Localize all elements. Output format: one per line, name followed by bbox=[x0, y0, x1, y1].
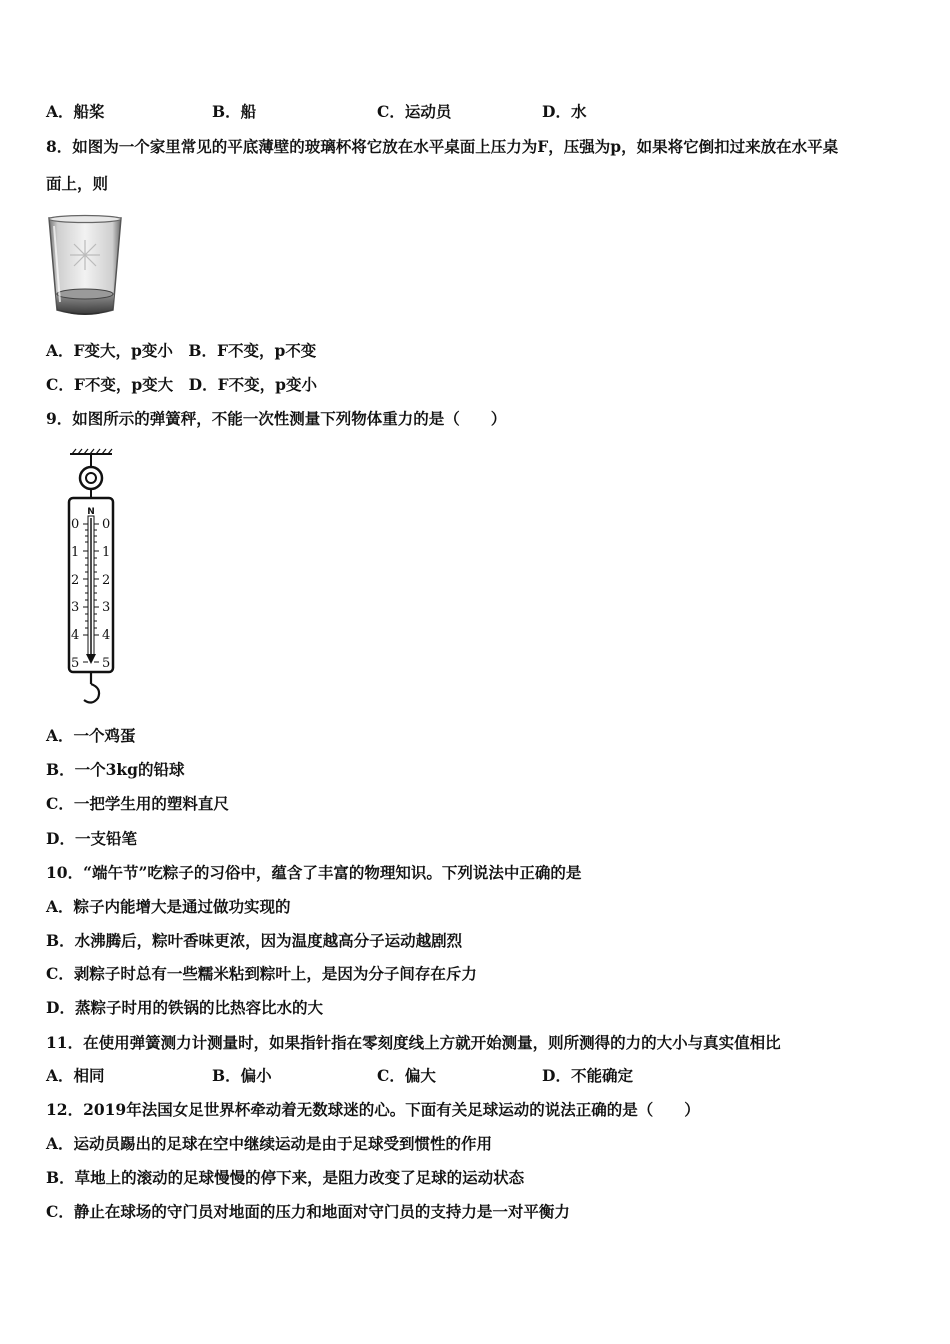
scale-tick-right-5: 5 bbox=[102, 656, 111, 671]
q11-option-d: D．不能确定 bbox=[542, 1066, 633, 1085]
q12-option-c: C．静止在球场的守门员对地面的压力和地面对守门员的支持力是一对平衡力 bbox=[46, 1202, 570, 1221]
q7-option-c: C．运动员 bbox=[377, 102, 452, 121]
q11-option-a: A．相同 bbox=[46, 1066, 105, 1085]
q10-option-d: D．蒸粽子时用的铁锅的比热容比水的大 bbox=[46, 998, 323, 1017]
q8-options-row1: A．F变大，p变小 B．F不变，p不变 bbox=[46, 341, 317, 360]
q9-option-a: A．一个鸡蛋 bbox=[46, 726, 136, 745]
glass-cup-figure bbox=[46, 214, 124, 324]
q9-option-b: B．一个3kg的铅球 bbox=[46, 760, 185, 779]
q8-options-row2: C．F不变，p变大 D．F不变，p变小 bbox=[46, 375, 317, 394]
q8-stem-line2: 面上，则 bbox=[46, 174, 109, 193]
spring-scale-figure bbox=[62, 448, 120, 708]
q10-stem: 10．“端午节”吃粽子的习俗中，蕴含了丰富的物理知识。下列说法中正确的是 bbox=[46, 863, 582, 882]
q10-option-c: C．剥粽子时总有一些糯米粘到粽叶上，是因为分子间存在斥力 bbox=[46, 964, 477, 983]
scale-tick-right-1: 1 bbox=[102, 545, 111, 560]
q12-option-a: A．运动员踢出的足球在空中继续运动是由于足球受到惯性的作用 bbox=[46, 1134, 493, 1153]
q7-option-d: D．水 bbox=[542, 102, 587, 121]
scale-tick-left-4: 4 bbox=[71, 628, 80, 643]
q7-option-a: A．船桨 bbox=[46, 102, 105, 121]
q12-stem: 12．2019年法国女足世界杯牵动着无数球迷的心。下面有关足球运动的说法正确的是（ ） bbox=[46, 1100, 700, 1119]
q10-option-a: A．粽子内能增大是通过做功实现的 bbox=[46, 897, 291, 916]
scale-tick-left-3: 3 bbox=[71, 600, 80, 615]
scale-tick-right-2: 2 bbox=[102, 573, 111, 588]
q11-stem: 11．在使用弹簧测力计测量时，如果指针指在零刻度线上方就开始测量，则所测得的力的大小与真实值相比 bbox=[46, 1033, 781, 1052]
q11-option-b: B．偏小 bbox=[212, 1066, 272, 1085]
scale-tick-left-2: 2 bbox=[71, 573, 80, 588]
q9-stem: 9．如图所示的弹簧秤，不能一次性测量下列物体重力的是（ ） bbox=[46, 409, 507, 428]
q7-option-b: B．船 bbox=[212, 102, 257, 121]
q8-stem-line1: 8．如图为一个家里常见的平底薄壁的玻璃杯将它放在水平桌面上压力为F，压强为p，如果将它倒扣过来放在水平桌 bbox=[46, 137, 839, 156]
q12-option-b: B．草地上的滚动的足球慢慢的停下来，是阻力改变了足球的运动状态 bbox=[46, 1168, 525, 1187]
q11-option-c: C．偏大 bbox=[377, 1066, 436, 1085]
scale-tick-left-0: 0 bbox=[71, 517, 80, 532]
scale-unit-label: N bbox=[87, 507, 95, 517]
scale-tick-left-1: 1 bbox=[71, 545, 80, 560]
q10-option-b: B．水沸腾后，粽叶香味更浓，因为温度越高分子运动越剧烈 bbox=[46, 931, 463, 950]
scale-tick-left-5: 5 bbox=[71, 656, 80, 671]
q9-option-d: D．一支铅笔 bbox=[46, 829, 137, 848]
scale-tick-right-3: 3 bbox=[102, 600, 111, 615]
scale-tick-right-0: 0 bbox=[102, 517, 111, 532]
q9-option-c: C．一把学生用的塑料直尺 bbox=[46, 794, 229, 813]
scale-tick-right-4: 4 bbox=[102, 628, 111, 643]
